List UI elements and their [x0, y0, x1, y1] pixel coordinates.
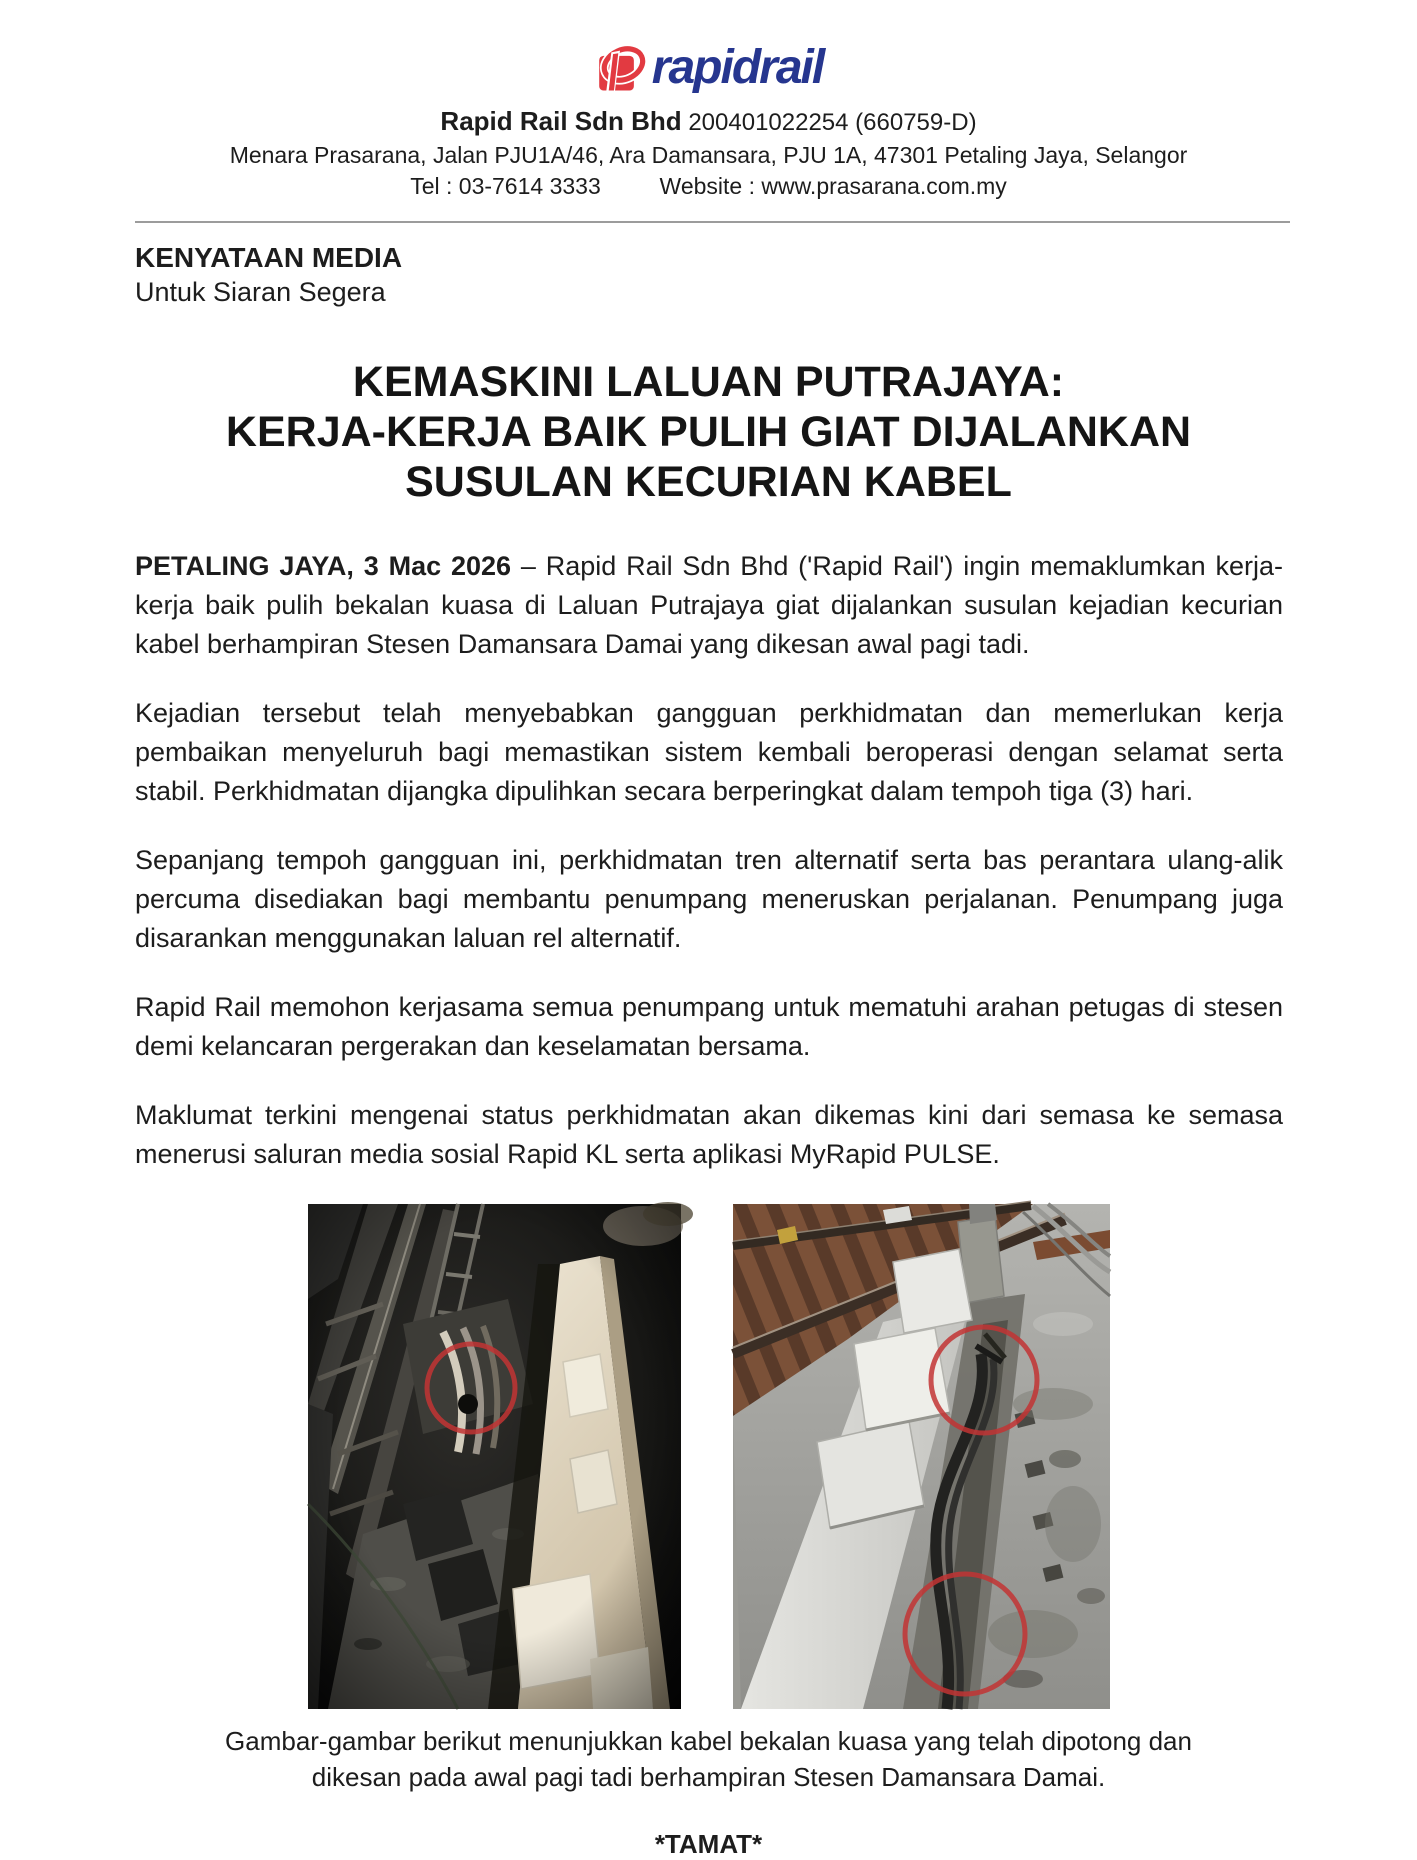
rapidrail-swirl-icon	[594, 42, 646, 94]
dateline-separator: –	[511, 551, 546, 581]
rapidrail-logo	[0, 40, 1417, 96]
paragraph-4: Rapid Rail memohon kerjasama semua penumpang untuk mematuhi arahan petugas di stesen demi kelancaran pergerakan dan keselamatan bersama.	[135, 992, 1283, 1061]
company-address: Menara Prasarana, Jalan PJU1A/46, Ara Damansara, PJU 1A, 47301 Petaling Jaya, Selangor	[229, 142, 1188, 168]
title-line-1: KEMASKINI LALUAN PUTRAJAYA:	[352, 358, 1065, 406]
statement-type: KENYATAAN MEDIA	[135, 242, 403, 273]
paragraph-1	[135, 547, 1283, 664]
incident-photo-day	[733, 1204, 1110, 1709]
paragraph-3: Sepanjang tempoh gangguan ini, perkhidmatan tren alternatif serta bas perantara ulang-alik percuma disediakan bagi membantu penumpang meneruskan perjalanan. Penumpang juga disarankan menggunakan laluan rel alternatif.	[135, 845, 1283, 953]
title-line-3: SUSULAN KECURIAN KABEL	[405, 458, 1012, 506]
paragraph-5: Maklumat terkini mengenai status perkhidmatan akan dikemas kini dari semasa ke semasa menerusi saluran media sosial Rapid KL serta aplikasi MyRapid PULSE.	[135, 1100, 1283, 1169]
company-registration: 200401022254 (660759-D)	[688, 109, 977, 136]
letterhead-divider	[135, 221, 1290, 223]
company-name: Rapid Rail Sdn Bhd	[440, 106, 682, 136]
dateline: PETALING JAYA, 3 Mac 2026	[135, 551, 512, 581]
paragraph-2: Kejadian tersebut telah menyebabkan gangguan perkhidmatan dan memerlukan kerja pembaikan menyeluruh bagi memastikan sistem kembali beroperasi dengan selamat serta stabil. Perkhidmatan dijangka dipulihkan secara berperingkat dalam tempoh tiga (3) hari.	[135, 698, 1283, 806]
incident-photo-night	[308, 1204, 681, 1709]
contact-line	[0, 173, 1417, 200]
tel-number: Tel : 03-7614 3333	[410, 173, 601, 199]
release-note: Untuk Siaran Segera	[135, 277, 386, 307]
company-line	[0, 106, 1417, 138]
statement-meta	[135, 241, 1283, 309]
title-line-2: KERJA-KERJA BAIK PULIH GIAT DIJALANKAN	[225, 408, 1192, 456]
website-address: Website : www.prasarana.com.my	[659, 173, 1007, 199]
vignette-overlay	[308, 1204, 681, 1709]
end-marker: *TAMAT*	[654, 1829, 763, 1859]
photo-caption: Gambar-gambar berikut menunjukkan kabel bekalan kuasa yang telah dipotong dan dikesan pada awal pagi tadi berhampiran Stesen Damansara Damai.	[225, 1726, 1192, 1792]
letterhead	[0, 0, 1417, 200]
logo-wordmark: rapidrail	[651, 41, 824, 94]
incident-photo-row	[0, 1204, 1417, 1709]
page-title	[60, 357, 1357, 507]
body-copy	[135, 547, 1283, 1174]
paragraph-1-text: Rapid Rail Sdn Bhd ('Rapid Rail') ingin memaklumkan kerja-kerja baik pulih bekalan kuasa di Laluan Putrajaya giat dijalankan susulan kejadian kecurian kabel berhampiran Stesen Damansara Damai yang dikesan awal pagi tadi.	[135, 551, 1283, 659]
